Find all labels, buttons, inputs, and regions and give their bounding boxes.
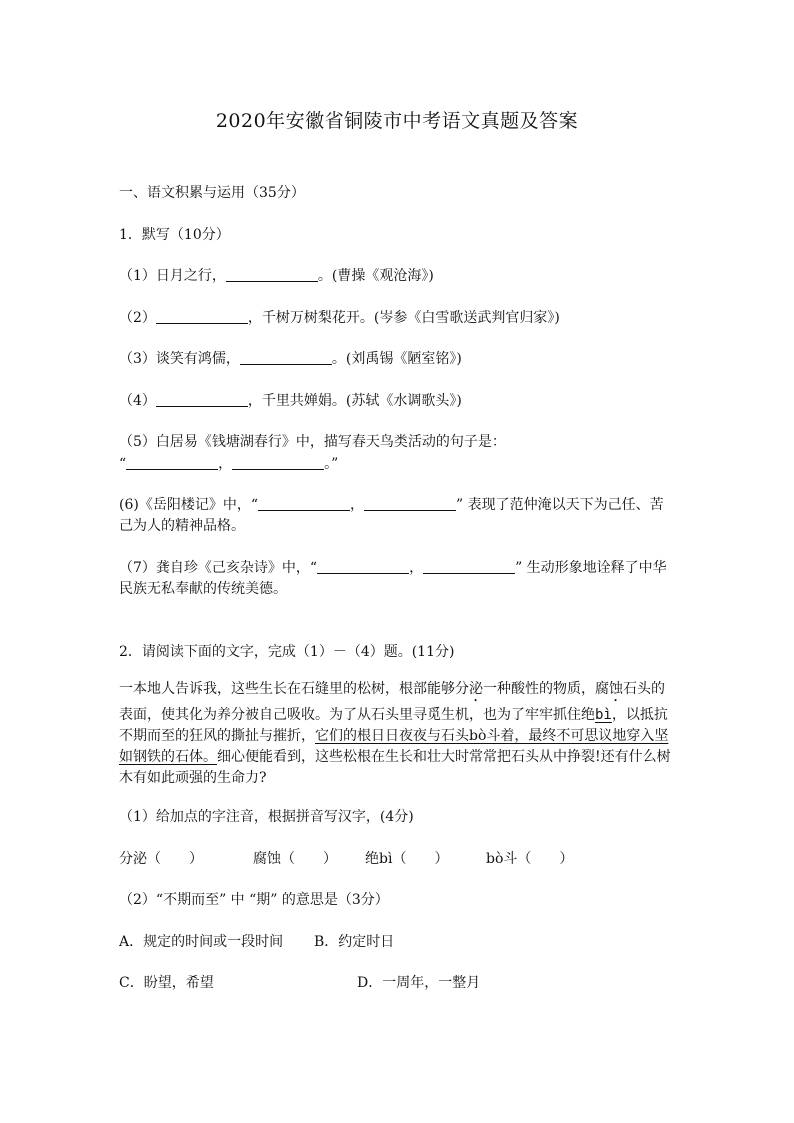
answer-blank [226,267,318,282]
q1-item-4 [119,390,462,410]
q1-item-4-text: ，千里共婵娟。(苏轼《水调歌头》) [247,393,462,409]
question-1-heading: 1．默写（10分） [119,227,230,243]
blank-bodou: bò斗（ ） [486,851,574,867]
passage-line [119,747,679,768]
quote-open: “ [119,456,127,472]
q1-item-7-line1 [119,557,667,577]
q1-item-6-line1 [119,494,664,514]
answer-blank [423,559,515,574]
option-a: A．规定的时间或一段时间 [119,934,284,950]
comma: ， [409,560,424,576]
q1-item-1-text: （1）日月之行， [119,268,226,284]
dotted-char: 泌 [469,681,483,697]
q1-item-6-text: (6)《岳阳楼记》中，“ [119,497,258,513]
q1-item-7-text: （7）龚自珍《己亥杂诗》中，“ [119,560,318,576]
q1-item-3 [119,348,462,368]
q1-item-3-source: 。(刘禹锡《陋室铭》) [331,351,462,367]
answer-blank [156,309,248,324]
answer-blank [258,496,350,511]
underlined-sentence: 它们的根日日夜夜与石头bò斗着，最终不可思议地穿入坚 [315,728,669,744]
q2-sub-1: （1）给加点的字注音，根据拼音写汉字，(4分) [119,809,414,825]
passage-text: 不期而至的狂风的撕扯与摧折， [119,728,315,744]
passage-line [119,679,679,705]
passage-text: 表面，使其化为养分被自己吸收。为了从石头里寻觅生机，也为了牢牢抓住绝 [119,707,595,723]
passage-text: 一本地人告诉我，这些生长在石缝里的松树，根部能够分 [119,681,469,697]
q1-item-5-line2 [119,453,338,473]
q1-item-1 [119,265,434,285]
passage-text: ，以抵抗 [611,707,668,723]
blank-fushi: 腐蚀（ ） [253,851,337,867]
passage-text: 一种酸性的物质，腐 [483,681,609,697]
q1-item-2-number: （2） [119,310,156,326]
q1-item-4-number: （4） [119,393,156,409]
q1-item-6-tail: ” 表现了范仲淹以天下为己任、苦 [456,497,664,513]
q1-item-6-line2: 己为人的精神品格。 [119,518,245,534]
blank-juebi: 绝bì（ ） [365,851,449,867]
q1-item-7-line2: 民族无私奉献的传统美德。 [119,581,287,597]
passage-line [119,705,679,726]
q1-item-1-source: 。(曹操《观沧海》) [317,268,434,284]
q1-item-2-text: ，千树万树梨花开。(岑参《白雪歌送武判官归家》) [247,310,560,326]
answer-blank [126,455,218,470]
reading-passage [119,679,679,789]
answer-blank [317,559,409,574]
passage-line [119,768,679,789]
comma: ， [218,456,233,472]
q2-sub-2: （2）“不期而至” 中 “期” 的意思是（3分） [119,892,389,908]
dotted-char: 蚀 [609,681,623,697]
question-2-heading: 2．请阅读下面的文字，完成（1）－（4）题。(11分) [119,644,455,660]
blank-fenmi: 分泌（ ） [119,851,203,867]
pinyin-underlined: bì [595,707,612,723]
answer-blank [240,350,332,365]
option-d: D．一周年，一整月 [357,975,481,991]
option-b: B．约定时日 [314,934,395,950]
q1-item-5-line1: （5）白居易《钱塘湖春行》中，描写春天鸟类活动的句子是： [119,434,506,450]
passage-text: 细心便能看到，这些松根在生长和壮大时常常把石头从中挣裂!还有什么树 [217,749,671,765]
section-heading: 一、语文积累与运用（35分） [119,185,305,201]
option-c: C．盼望，希望 [119,975,214,991]
comma: ， [350,497,364,513]
q1-item-3-text: （3）谈笑有鸿儒， [119,351,240,367]
passage-text: 石头的 [623,681,665,697]
q1-item-2 [119,307,560,327]
passage-line [119,726,679,747]
answer-blank [232,455,324,470]
q1-item-7-tail: ” 生动形象地诠释了中华 [515,560,667,576]
passage-text: 木有如此顽强的生命力? [119,770,267,786]
quote-close: 。” [324,456,339,472]
page-title: 2020年安徽省铜陵市中考语文真题及答案 [215,110,579,132]
answer-blank [156,392,248,407]
answer-blank [364,496,456,511]
underlined-sentence: 如钢铁的石体。 [119,749,217,765]
